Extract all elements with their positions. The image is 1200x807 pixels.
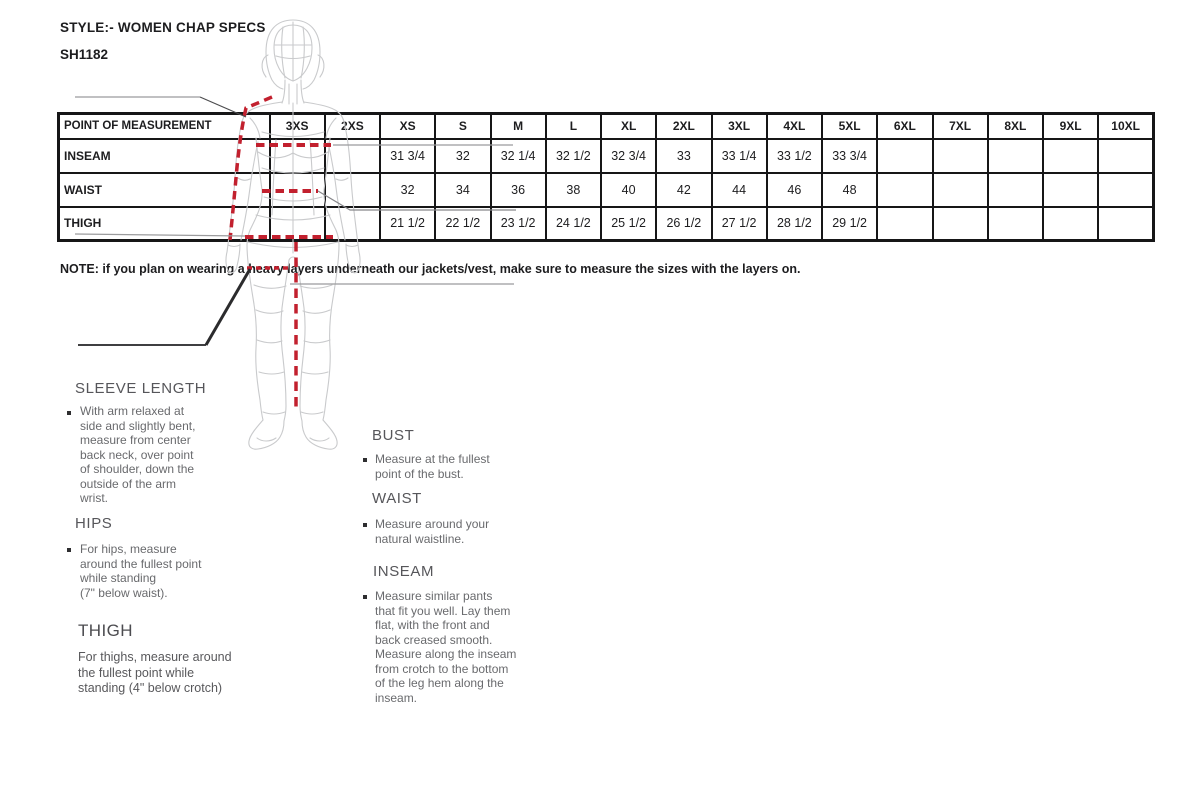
note-text: NOTE: if you plan on wearing a heavy layers underneath our jackets/vest, make sure to measure the sizes with the layers on. bbox=[60, 262, 801, 276]
text-line: around the fullest point bbox=[80, 556, 202, 571]
style-code: SH1182 bbox=[60, 47, 109, 62]
bullet-marker bbox=[363, 523, 367, 527]
column-header-2xl: 2XL bbox=[656, 114, 711, 139]
text-line: of shoulder, down the bbox=[80, 462, 195, 476]
table-cell bbox=[877, 173, 932, 207]
row-label-thigh: THIGH bbox=[59, 207, 270, 241]
table-cell: 21 1/2 bbox=[380, 207, 435, 241]
sleeve-length-heading: SLEEVE LENGTH bbox=[75, 380, 207, 397]
table-cell bbox=[988, 139, 1043, 173]
table-cell: 32 1/4 bbox=[491, 139, 546, 173]
text-line: the fullest point while bbox=[78, 665, 195, 680]
column-header-4xl: 4XL bbox=[767, 114, 822, 139]
column-header-m: M bbox=[491, 114, 546, 139]
bullet-marker bbox=[363, 595, 367, 599]
table-cell bbox=[270, 207, 325, 241]
table-cell bbox=[1043, 173, 1098, 207]
table-cell bbox=[988, 207, 1043, 241]
table-cell bbox=[1098, 207, 1153, 241]
text-line: while standing bbox=[80, 571, 157, 585]
text-line: Measure similar pants bbox=[375, 589, 493, 603]
column-header-xl: XL bbox=[601, 114, 656, 139]
table-cell: 32 3/4 bbox=[601, 139, 656, 173]
text-line: natural waistline. bbox=[375, 531, 465, 546]
table-cell: 28 1/2 bbox=[767, 207, 822, 241]
hips-description bbox=[80, 542, 201, 600]
waist-description bbox=[375, 517, 489, 546]
bullet-marker bbox=[363, 458, 367, 462]
table-row-thigh bbox=[59, 207, 1154, 241]
text-line: standing (4" below crotch) bbox=[78, 681, 223, 695]
bust-description bbox=[375, 452, 490, 481]
table-cell: 33 3/4 bbox=[822, 139, 877, 173]
text-line: inseam. bbox=[375, 690, 418, 705]
table-cell bbox=[325, 207, 380, 241]
column-header-5xl: 5XL bbox=[822, 114, 877, 139]
table-cell bbox=[877, 139, 932, 173]
table-row-waist bbox=[59, 173, 1154, 207]
table-cell: 27 1/2 bbox=[712, 207, 767, 241]
table-cell: 24 1/2 bbox=[546, 207, 601, 241]
text-line: Measure at the fullest bbox=[375, 452, 490, 466]
table-cell: 44 bbox=[712, 173, 767, 207]
column-header-10xl: 10XL bbox=[1098, 114, 1153, 139]
table-cell: 31 3/4 bbox=[380, 139, 435, 173]
column-header-9xl: 9XL bbox=[1043, 114, 1098, 139]
text-line: With arm relaxed at bbox=[80, 404, 185, 418]
bust-heading: BUST bbox=[372, 427, 415, 444]
table-cell bbox=[933, 173, 988, 207]
text-line: Measure around your bbox=[375, 517, 490, 531]
text-line: measure from center bbox=[80, 433, 191, 447]
text-line: For thighs, measure around bbox=[78, 650, 232, 664]
table-cell bbox=[877, 207, 932, 241]
text-line: flat, with the front and bbox=[375, 618, 490, 632]
table-cell: 40 bbox=[601, 173, 656, 207]
table-cell bbox=[270, 139, 325, 173]
table-cell bbox=[325, 139, 380, 173]
text-line: point of the bust. bbox=[375, 466, 464, 481]
table-cell bbox=[325, 173, 380, 207]
text-line: For hips, measure bbox=[80, 542, 177, 556]
column-header-s: S bbox=[435, 114, 490, 139]
table-cell bbox=[933, 207, 988, 241]
thigh-description bbox=[78, 650, 232, 697]
text-line: back creased smooth. bbox=[375, 632, 493, 647]
column-header-l: L bbox=[546, 114, 601, 139]
text-line: of the leg hem along the bbox=[375, 676, 504, 690]
column-header-2xs: 2XS bbox=[325, 114, 380, 139]
table-cell: 23 1/2 bbox=[491, 207, 546, 241]
table-cell bbox=[1043, 207, 1098, 241]
table-cell bbox=[988, 173, 1043, 207]
column-header-xs: XS bbox=[380, 114, 435, 139]
row-label-inseam: INSEAM bbox=[59, 139, 270, 173]
table-cell: 26 1/2 bbox=[656, 207, 711, 241]
text-line: side and slightly bent, bbox=[80, 418, 196, 433]
waist-heading: WAIST bbox=[372, 490, 422, 507]
text-line: wrist. bbox=[80, 491, 108, 505]
table-cell: 33 1/2 bbox=[767, 139, 822, 173]
row-label-waist: WAIST bbox=[59, 173, 270, 207]
column-header-point-of-measurement: POINT OF MEASUREMENT bbox=[59, 114, 270, 139]
table-cell: 34 bbox=[435, 173, 490, 207]
table-cell: 32 bbox=[435, 139, 490, 173]
table-cell: 32 1/2 bbox=[546, 139, 601, 173]
text-line: from crotch to the bottom bbox=[375, 661, 509, 676]
column-header-3xs: 3XS bbox=[270, 114, 325, 139]
table-cell: 22 1/2 bbox=[435, 207, 490, 241]
table-cell bbox=[1098, 173, 1153, 207]
size-chart-table bbox=[57, 112, 1155, 242]
text-line: (7" below waist). bbox=[80, 585, 168, 600]
table-cell bbox=[1043, 139, 1098, 173]
sleeve-length-description bbox=[80, 404, 195, 506]
table-cell: 33 1/4 bbox=[712, 139, 767, 173]
inseam-description bbox=[375, 589, 516, 705]
bullet-marker bbox=[67, 411, 71, 415]
inseam-heading: INSEAM bbox=[373, 563, 435, 580]
thigh-leader-line bbox=[206, 269, 250, 345]
table-cell bbox=[270, 173, 325, 207]
body-diagram-canvas bbox=[0, 0, 600, 500]
column-header-7xl: 7XL bbox=[933, 114, 988, 139]
table-cell: 38 bbox=[546, 173, 601, 207]
table-cell: 33 bbox=[656, 139, 711, 173]
hips-heading: HIPS bbox=[75, 515, 113, 532]
table-cell: 46 bbox=[767, 173, 822, 207]
table-cell bbox=[933, 139, 988, 173]
column-header-8xl: 8XL bbox=[988, 114, 1043, 139]
text-line: that fit you well. Lay them bbox=[375, 603, 511, 618]
page-title: STYLE:- WOMEN CHAP SPECS bbox=[60, 20, 266, 35]
table-cell: 29 1/2 bbox=[822, 207, 877, 241]
table-cell: 32 bbox=[380, 173, 435, 207]
table-cell: 36 bbox=[491, 173, 546, 207]
thigh-heading: THIGH bbox=[78, 621, 133, 640]
table-cell: 25 1/2 bbox=[601, 207, 656, 241]
table-row-inseam bbox=[59, 139, 1154, 173]
table-cell bbox=[1098, 139, 1153, 173]
column-header-3xl: 3XL bbox=[712, 114, 767, 139]
bullet-marker bbox=[67, 548, 71, 552]
table-header-row bbox=[59, 114, 1154, 139]
text-line: Measure along the inseam bbox=[375, 647, 517, 661]
text-line: outside of the arm bbox=[80, 476, 177, 491]
table-cell: 48 bbox=[822, 173, 877, 207]
table-cell: 42 bbox=[656, 173, 711, 207]
text-line: back neck, over point bbox=[80, 447, 194, 462]
column-header-6xl: 6XL bbox=[877, 114, 932, 139]
